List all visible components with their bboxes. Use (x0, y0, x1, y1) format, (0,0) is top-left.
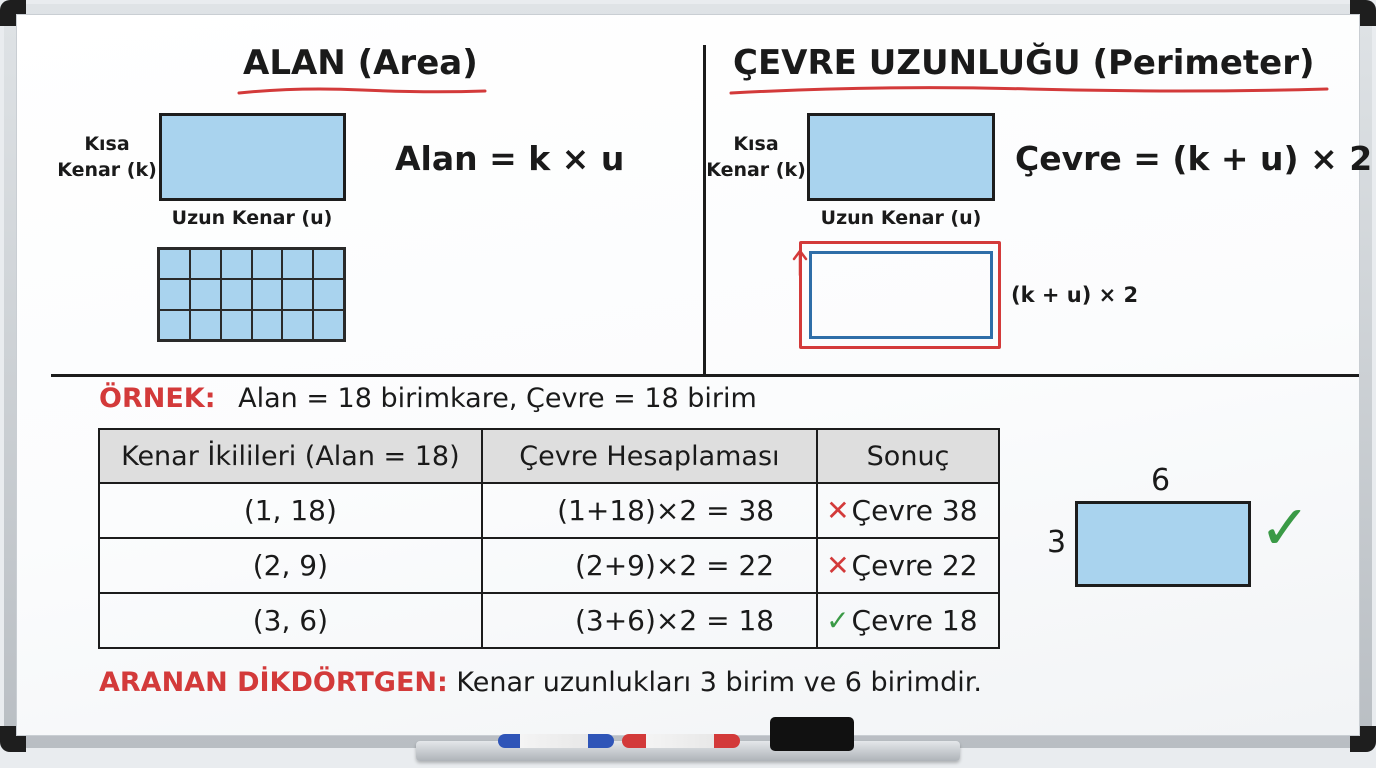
pair-cell: (2, 9) (99, 538, 482, 593)
pair-cell: (3, 6) (99, 593, 482, 648)
perimeter-calculation-table (98, 428, 1000, 649)
checkmark-icon: ✓ (1259, 491, 1311, 564)
perimeter-formula: Çevre = (k + u) × 2 (1015, 139, 1373, 178)
table-row (99, 538, 999, 593)
perimeter-inner-rectangle (809, 251, 993, 339)
table-header-row (99, 429, 999, 483)
area-title-underline (237, 83, 487, 99)
area-short-side-label-line1: Kısa (84, 133, 130, 155)
table-header-result: Sonuç (817, 429, 999, 483)
table-header-pairs: Kenar İkilileri (Alan = 18) (99, 429, 482, 483)
conclusion-text: Kenar uzunlukları 3 birim ve 6 birimdir. (456, 667, 982, 698)
blue-marker[interactable] (498, 734, 614, 748)
pair-cell: (1, 18) (99, 483, 482, 538)
conclusion-line (99, 667, 982, 698)
result-text: Çevre 18 (851, 604, 978, 637)
red-marker[interactable] (622, 734, 740, 748)
result-cell (817, 593, 999, 648)
area-title: ALAN (Area) (243, 43, 478, 83)
perimeter-title-underline (729, 81, 1329, 97)
conclusion-label: ARANAN DİKDÖRTGEN: (99, 667, 448, 698)
result-text: Çevre 22 (851, 549, 978, 582)
cross-icon: ✕ (826, 494, 850, 527)
perimeter-long-side-label: Uzun Kenar (u) (820, 207, 982, 229)
area-formula: Alan = k × u (395, 139, 625, 178)
table-row (99, 483, 999, 538)
checkmark-icon: ✓ (826, 604, 850, 637)
whiteboard-surface (16, 14, 1373, 736)
eraser[interactable] (770, 717, 854, 751)
result-cell (817, 483, 999, 538)
area-rectangle (159, 113, 346, 201)
perimeter-trace-label: (k + u) × 2 (1011, 283, 1139, 307)
cross-icon: ✕ (826, 549, 850, 582)
answer-width-label: 6 (1151, 463, 1171, 498)
table-row (99, 593, 999, 648)
vertical-divider (703, 45, 706, 375)
perimeter-short-side-label (705, 131, 807, 183)
example-label: ÖRNEK: (99, 383, 216, 414)
perimeter-short-side-label-line2: Kenar (k) (706, 159, 806, 181)
calculation-cell: (2+9)×2 = 22 (482, 538, 817, 593)
calculation-cell: (3+6)×2 = 18 (482, 593, 817, 648)
result-cell (817, 538, 999, 593)
answer-height-label: 3 (1047, 525, 1067, 560)
table-header-calculation: Çevre Hesaplaması (482, 429, 817, 483)
perimeter-short-side-label-line1: Kısa (733, 133, 779, 155)
calculation-cell: (1+18)×2 = 38 (482, 483, 817, 538)
area-short-side-label-line2: Kenar (k) (57, 159, 157, 181)
result-text: Çevre 38 (851, 494, 978, 527)
perimeter-rectangle (807, 113, 995, 201)
area-short-side-label (57, 131, 157, 183)
example-text: Alan = 18 birimkare, Çevre = 18 birim (238, 383, 757, 414)
example-line (99, 383, 757, 414)
area-long-side-label: Uzun Kenar (u) (171, 207, 333, 229)
horizontal-divider (51, 374, 1359, 377)
perimeter-title: ÇEVRE UZUNLUĞU (Perimeter) (733, 43, 1315, 83)
answer-rectangle (1075, 501, 1251, 587)
arrow-up-icon (791, 247, 809, 277)
area-unit-grid (157, 247, 346, 342)
